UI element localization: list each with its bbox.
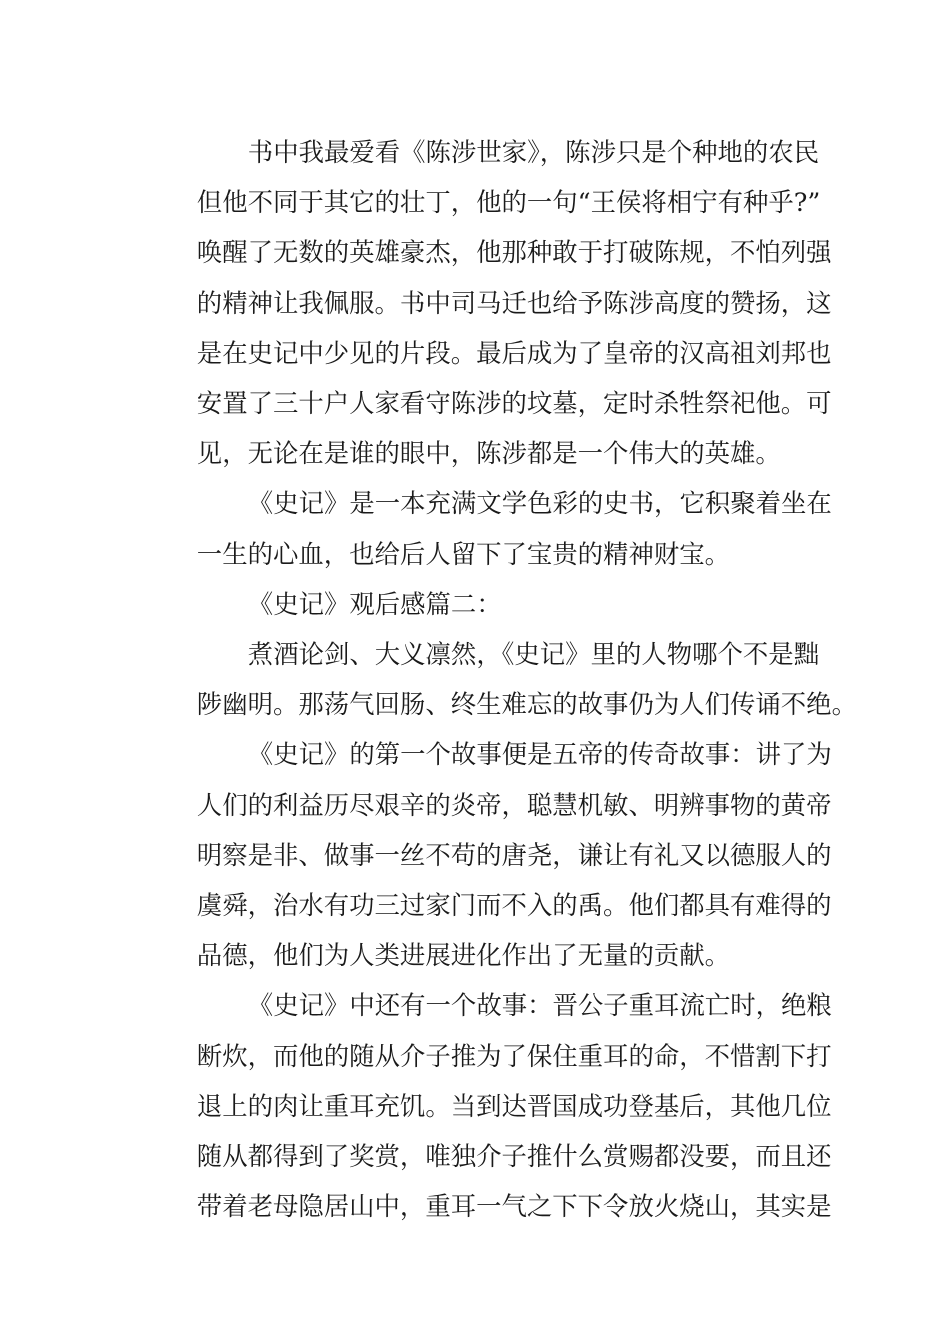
text-line: 带着老母隐居山中，重耳一气之下下令放火烧山，其实是 [196, 1191, 832, 1222]
text-line: 书中我最爱看《陈涉世家》，陈涉只是个种地的农民 [247, 137, 820, 167]
text-line: 但他不同于其它的壮丁，他的一句“王侯将相宁有种乎?” [196, 187, 821, 218]
text-line: 品德，他们为人类进展进化作出了无量的贡献。 [196, 940, 730, 971]
text-line: 《史记》是一本充满文学色彩的史书，它积聚着坐在 [247, 488, 832, 519]
text-line: 一生的心血，也给后人留下了宝贵的精神财宝。 [196, 538, 730, 569]
document-page [146, 127, 857, 1231]
paragraph-chen-she [146, 127, 832, 478]
text-line: 安置了三十户人家看守陈涉的坟墓，定时杀牲祭祀他。可 [196, 388, 832, 419]
text-line: 《史记》观后感篇二： [247, 588, 502, 619]
text-line: 是在史记中少见的片段。最后成为了皇帝的汉高祖刘邦也 [196, 337, 832, 368]
section-heading [146, 579, 808, 629]
paragraph-jie-zitui [146, 980, 832, 1231]
text-line: 断炊，而他的随从介子推为了保住重耳的命，不惜割下打 [196, 1040, 832, 1071]
text-line: 虞舜，治水有功三过家门而不入的禹。他们都具有难得的 [196, 890, 832, 921]
paragraph-shiji-summary [146, 478, 832, 578]
text-line: 陟幽明。那荡气回肠、终生难忘的故事仍为人们传诵不绝。 [196, 689, 857, 720]
text-line: 《史记》中还有一个故事：晋公子重耳流亡时，绝粮 [247, 990, 832, 1021]
text-line: 《史记》的第一个故事便是五帝的传奇故事：讲了为 [247, 739, 832, 770]
text-line: 随从都得到了奖赏，唯独介子推什么赏赐都没要，而且还 [196, 1141, 832, 1172]
text-line: 煮酒论剑、大义凛然，《史记》里的人物哪个不是黜 [247, 639, 820, 670]
text-line: 唤醒了无数的英雄豪杰，他那种敢于打破陈规，不怕列强 [196, 237, 832, 268]
text-line: 见，无论在是谁的眼中，陈涉都是一个伟大的英雄。 [196, 438, 781, 469]
paragraph-intro [146, 629, 857, 729]
text-line: 的精神让我佩服。书中司马迁也给予陈涉高度的赞扬，这 [196, 287, 832, 318]
text-line: 退上的肉让重耳充饥。当到达晋国成功登基后，其他几位 [196, 1090, 832, 1121]
text-line: 明察是非、做事一丝不苟的唐尧，谦让有礼又以德服人的 [196, 839, 832, 870]
paragraph-five-emperors [146, 729, 832, 980]
text-line: 人们的利益历尽艰辛的炎帝，聪慧机敏、明辨事物的黄帝 [196, 789, 832, 820]
